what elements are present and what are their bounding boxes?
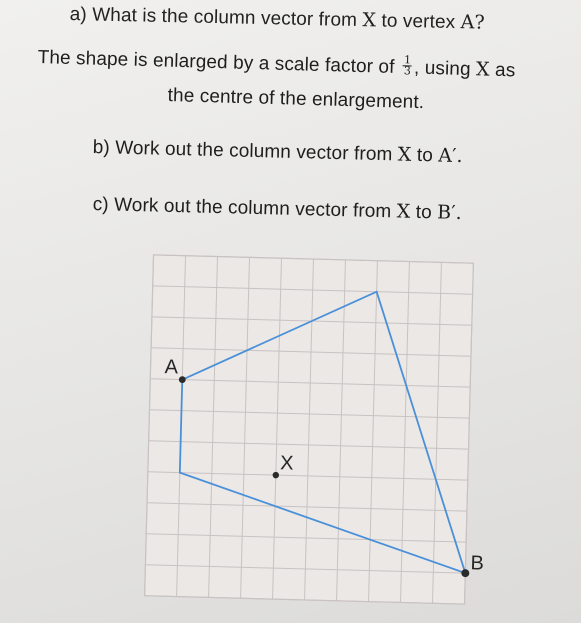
intro-text: The shape is enlarged by a scale factor of [37, 46, 395, 78]
question-a-middle: to vertex [381, 10, 456, 34]
intro-centre-point: X [475, 58, 491, 81]
question-a-vertex: A? [460, 11, 485, 34]
question-a-point: X [362, 9, 377, 32]
question-c-target: B′. [436, 201, 463, 225]
question-b-middle: to [416, 144, 434, 167]
question-b-label: b) [92, 136, 111, 159]
intro-after-fraction: , using [413, 57, 471, 81]
centre-x-label: X [279, 452, 294, 475]
question-b-text: Work out the column vector from [114, 137, 393, 166]
intro-line2-text: the centre of the enlargement. [167, 85, 425, 114]
question-c-label: c) [92, 193, 110, 216]
intro-line1-end: as [494, 59, 516, 82]
fraction-denominator: 3 [403, 64, 412, 78]
fraction-numerator: 1 [403, 53, 412, 67]
vertex-a-label: A [164, 356, 179, 379]
vertex-b-label: B [470, 552, 485, 575]
question-b-target: A′. [438, 144, 463, 168]
question-b-point: X [397, 143, 412, 166]
question-a-text: What is the column vector from [92, 4, 358, 32]
question-a-label: a) [69, 3, 88, 26]
question-c-middle: to [415, 201, 433, 224]
question-c-point: X [396, 200, 411, 223]
question-c-text: Work out the column vector from [113, 194, 392, 223]
